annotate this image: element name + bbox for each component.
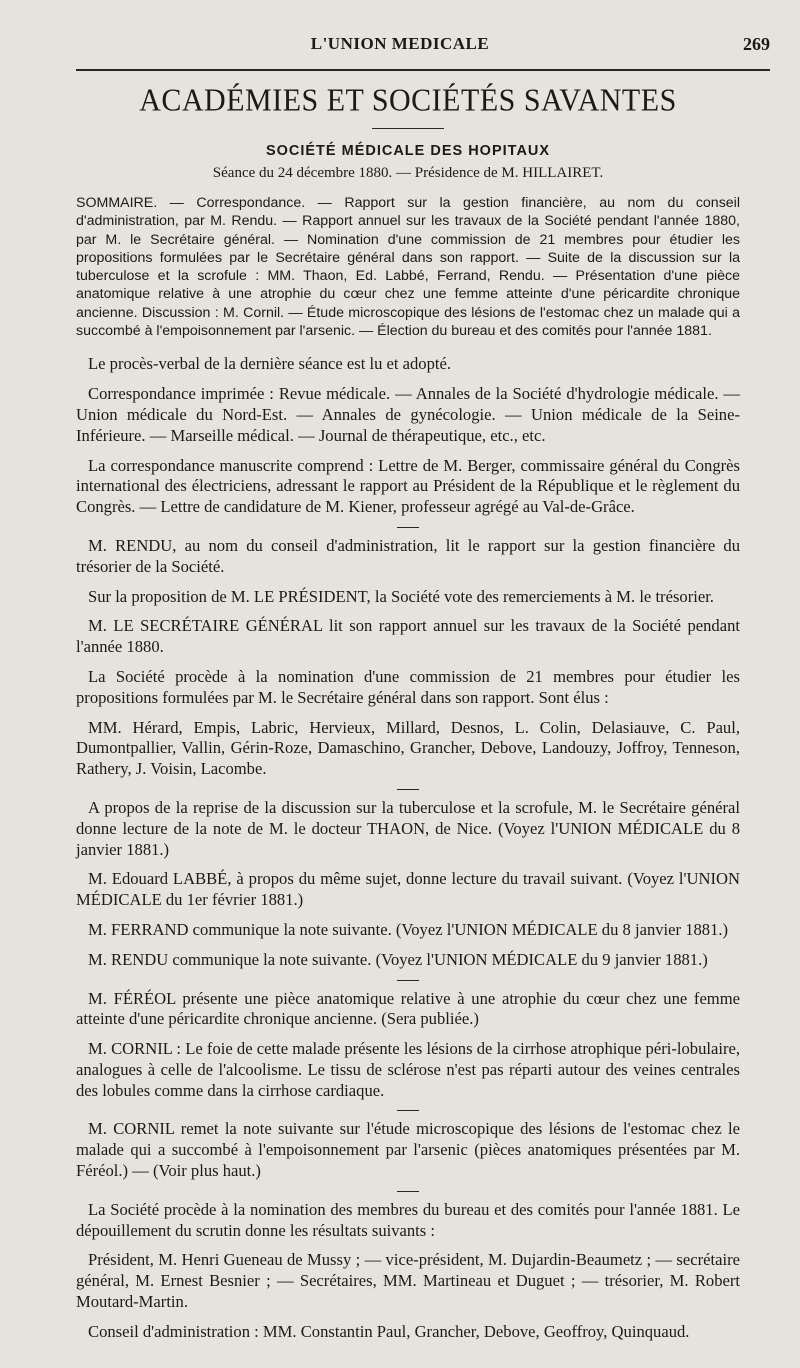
article [76,76,740,1352]
section-title: ACADÉMIES ET SOCIÉTÉS SAVANTES [139,83,677,118]
paragraph: La correspondance manuscrite comprend : Lettre de M. Berger, commissaire général du Congrès international des électriciens, adressant le rapport au Président de la République et le règlement du Congrès. — Lettre de candidature de M. Kiener, professeur agrégé au Val-de-Grâce. [76,455,740,517]
separator-rule [397,1110,419,1111]
header-rule [76,69,770,71]
separator-rule [397,527,419,528]
paragraph: La Société procède à la nomination des membres du bureau et des comités pour l'année 1881. Le dépouillement du scrutin donne les résultats suivants : [76,1199,740,1240]
separator-rule [397,980,419,981]
paragraph: Président, M. Henri Gueneau de Mussy ; — vice-président, M. Dujardin-Beaumetz ; — secrétaire général, M. Ernest Besnier ; — Secrétaires, MM. Martineau et Duguet ; — trésorier, M. Robert Moutard-Martin. [76,1250,740,1312]
summary-text: SOMMAIRE. — Correspondance. — Rapport sur la gestion financière, au nom du conseil d'administration, par M. Rendu. — Rapport annuel sur les travaux de la Société pendant l'année 1880, par M. le Secrétaire général. — Nomination d'une commission de 21 membres pour étudier les propositions formulées par le Secrétaire général dans son rapport. — Suite de la discussion sur la tuberculose et la scrofule : MM. Thaon, Ed. Labbé, Ferrand, Rendu. — Présentation d'une pièce anatomique relative à une atrophie du cœur chez une femme atteinte d'une péricardite chronique ancienne. Discussion : M. Cornil. — Étude microscopique des lésions de l'estomac chez un malade qui a succombé à l'empoisonnement par l'arsenic. — Élection du bureau et des comités pour l'année 1881. [76,195,740,340]
paragraph: M. RENDU communique la note suivante. (Voyez l'UNION MÉDICALE du 9 janvier 1881.) [88,949,708,969]
separator-rule [397,789,419,790]
summary [76,194,740,340]
paragraph: M. RENDU, au nom du conseil d'administration, lit le rapport sur la gestion financière du trésorier de la Société. [76,535,740,576]
paragraph: MM. Hérard, Empis, Labric, Hervieux, Millard, Desnos, L. Colin, Delasiauve, C. Paul, Dumontpallier, Vallin, Gérin-Roze, Damaschino, Grancher, Debove, Landouzy, Joffroy, Tenneson, Rathery, J. Voisin, Lacombe. [76,717,740,779]
paragraph: A propos de la reprise de la discussion sur la tuberculose et la scrofule, M. le Secrétaire général donne lecture de la note de M. le docteur THAON, de Nice. (Voyez l'UNION MÉDICALE du 8 janvier 1881.) [76,797,740,859]
paragraph: M. LE SECRÉTAIRE GÉNÉRAL lit son rapport annuel sur les travaux de la Société pendant l'année 1880. [76,616,740,657]
paragraph: Le procès-verbal de la dernière séance est lu et adopté. [88,354,452,374]
paragraph: M. CORNIL remet la note suivante sur l'étude microscopique des lésions de l'estomac chez le malade qui a succombé à l'empoisonnement par l'arsenic (pièces anatomiques présentées par M. Féréol.) — (Voir plus haut.) [76,1119,740,1181]
paragraph: Sur la proposition de M. LE PRÉSIDENT, la Société vote des remerciements à M. le trésorier. [88,586,714,606]
paragraph: Conseil d'administration : MM. Constantin Paul, Grancher, Debove, Geoffroy, Quinquaud. [88,1321,690,1341]
paragraph: M. FERRAND communique la note suivante. (Voyez l'UNION MÉDICALE du 8 janvier 1881.) [88,919,729,939]
session-line: Séance du 24 décembre 1880. — Présidence de M. HILLAIRET. [212,165,604,181]
paragraph: M. FÉRÉOL présente une pièce anatomique relative à une atrophie du cœur chez une femme atteinte d'une péricardite chronique ancienne. (Sera publiée.) [76,988,740,1029]
journal-title: L'UNION MEDICALE [310,34,490,53]
paragraph: La Société procède à la nomination d'une commission de 21 membres pour étudier les propositions formulées par M. le Secrétaire général dans son rapport. Sont élus : [76,666,740,707]
society-heading: SOCIÉTÉ MÉDICALE DES HOPITAUX [265,143,551,159]
title-rule [372,128,444,129]
paragraph: M. Edouard LABBÉ, à propos du même sujet, donne lecture du travail suivant. (Voyez l'UNION MÉDICALE du 1er février 1881.) [76,869,740,910]
proceedings [76,354,740,1342]
separator-rule [397,1191,419,1192]
running-head [0,30,800,60]
page-number: 269 [743,34,770,54]
paragraph: M. CORNIL : Le foie de cette malade présente les lésions de la cirrhose atrophique péri-lobulaire, analogues à celle de l'alcoolisme. Le tissu de sclérose n'est pas réparti autour des veines centrales des lobules comme dans la cirrhose cardiaque. [76,1039,740,1100]
paragraph: Correspondance imprimée : Revue médicale. — Annales de la Société d'hydrologie médicale. — Union médicale du Nord-Est. — Annales de gynécologie. — Union médicale de la Seine-Inférieure. — Marseille médical. — Journal de thérapeutique, etc., etc. [76,384,740,445]
